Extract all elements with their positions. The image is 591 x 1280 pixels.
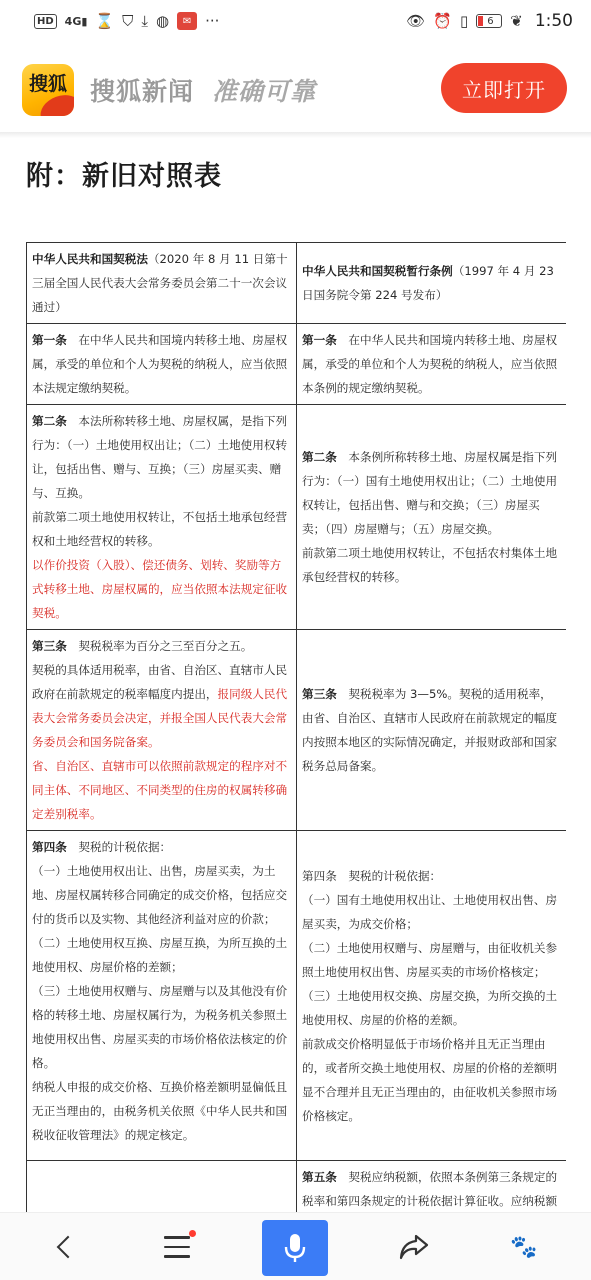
chevron-left-icon bbox=[57, 1236, 80, 1259]
table-cell bbox=[27, 324, 297, 405]
paragraph: 前款第二项土地使用权转让，不包括土地承包经营权和土地经营权的转移。 bbox=[32, 510, 288, 548]
table-cell bbox=[297, 1161, 567, 1213]
article-text: 契税的具体适用税率，由省、自治区、直辖市人民政府在前款规定的税率幅度内提出， bbox=[32, 663, 288, 701]
table-cell bbox=[27, 831, 297, 1161]
article-number: 第三条 bbox=[32, 639, 67, 653]
paw-button[interactable] bbox=[494, 1213, 554, 1280]
microphone-icon bbox=[284, 1233, 306, 1263]
brand-name: 搜狐新闻 bbox=[90, 77, 195, 106]
article-text: 在中华人民共和国境内转移土地、房屋权属，承受的单位和个人为契税的纳税人，应当依照本条例的规定缴纳契税。 bbox=[302, 333, 558, 395]
notification-app-icon: ✉ bbox=[177, 12, 197, 30]
article-number: 第四条 bbox=[32, 840, 67, 854]
table-row bbox=[27, 630, 567, 831]
table-cell bbox=[297, 831, 567, 1161]
shield-icon: ⛉ bbox=[122, 11, 134, 30]
hd-indicator: HD bbox=[34, 14, 57, 29]
notification-dot bbox=[189, 1230, 196, 1237]
download-icon: ⤓ bbox=[141, 11, 149, 30]
highlighted-text: 报同级人民代表大会常务委员会决定，并报全国人民代表大会常务委员会和国务院备案。 bbox=[32, 687, 288, 749]
paragraph: （三）土地使用权赠与、房屋赠与以及其他没有价格的转移土地、房屋权属行为，为税务机关参照土地使用权出售、房屋买卖的市场价格依法核定的价格。 bbox=[32, 984, 288, 1070]
law-title: 中华人民共和国契税法 bbox=[32, 252, 148, 266]
hourglass-icon: ⌛ bbox=[95, 11, 115, 30]
paragraph: （二）土地使用权赠与、房屋赠与，由征收机关参照土地使用权出售、房屋买卖的市场价格核定； bbox=[302, 940, 558, 979]
regulation-date: （1997 年 4 月 23 日国务院令第 224 号发布） bbox=[302, 264, 554, 302]
paragraph: 第四条 契税的计税依据： bbox=[302, 868, 442, 883]
article-text: 在中华人民共和国境内转移土地、房屋权属，承受的单位和个人为契税的纳税人，应当依照本法规定缴纳契税。 bbox=[32, 333, 288, 395]
brand-slogan: 准确可靠 bbox=[212, 77, 317, 106]
table-cell bbox=[297, 405, 567, 630]
paragraph bbox=[32, 658, 292, 754]
paragraph: （一）国有土地使用权出让、土地使用权出售、房屋买卖，为成交价格； bbox=[302, 892, 558, 931]
open-app-button[interactable]: 立即打开 bbox=[441, 63, 567, 113]
article-number: 第一条 bbox=[32, 333, 67, 347]
article-text: 本法所称转移土地、房屋权属，是指下列行为：（一）土地使用权出让；（二）土地使用权转让，包括出售、赠与、互换；（三）房屋买卖、赠与、互换。 bbox=[32, 414, 288, 500]
menu-icon bbox=[164, 1236, 190, 1258]
article-number: 第三条 bbox=[302, 687, 337, 701]
paragraph bbox=[32, 634, 292, 658]
article-number: 第二条 bbox=[32, 414, 67, 428]
article-text: 契税的计税依据： bbox=[66, 840, 172, 854]
law-date: （2020 年 8 月 11 日第十三届全国人民代表大会常务委员会第二十一次会议通过） bbox=[32, 252, 288, 314]
paragraph bbox=[32, 409, 292, 505]
article-number: 第一条 bbox=[302, 333, 337, 347]
table-cell bbox=[27, 405, 297, 630]
header-divider bbox=[0, 132, 591, 138]
share-icon bbox=[399, 1234, 429, 1260]
comparison-table bbox=[26, 242, 566, 1212]
table-header-row bbox=[27, 243, 567, 324]
clock: 1:50 bbox=[534, 11, 573, 31]
share-button[interactable] bbox=[384, 1213, 444, 1280]
app-banner bbox=[0, 52, 591, 128]
article-text: 契税应纳税额，依照本条例第三条规定的税率和第四条规定的计税依据计算征收。应纳税额 bbox=[302, 1170, 558, 1208]
battery-icon bbox=[476, 14, 502, 28]
table-row bbox=[27, 405, 567, 630]
table-cell bbox=[297, 630, 567, 831]
article-number: 第五条 bbox=[302, 1170, 337, 1184]
alarm-icon: ⏰ bbox=[433, 11, 452, 30]
bottom-navigation bbox=[0, 1212, 591, 1280]
paragraph bbox=[32, 835, 292, 859]
app-icon: ◍ bbox=[156, 11, 170, 30]
paragraph bbox=[302, 682, 562, 778]
comparison-table-container[interactable] bbox=[26, 242, 566, 1212]
paragraph: （二）土地使用权互换、房屋互换，为所互换的土地使用权、房屋价格的差额； bbox=[32, 936, 288, 974]
voice-button[interactable] bbox=[262, 1213, 328, 1280]
battery-percent: 6 bbox=[487, 15, 494, 27]
article-text: 契税税率为 3—5%。契税的适用税率，由省、自治区、直辖市人民政府在前款规定的幅度内按照本地区的实际情况确定，并报财政部和国家税务总局备案。 bbox=[302, 687, 558, 773]
page-title: 附：新旧对照表 bbox=[26, 161, 222, 192]
paragraph: 前款成交价格明显低于市场价格并且无正当理由的，或者所交换土地使用权、房屋的价格的差额明显不合理并且无正当理由的，由征收机关参照市场价格核定。 bbox=[302, 1036, 558, 1123]
sohu-logo-icon[interactable] bbox=[22, 64, 74, 116]
regulation-title: 中华人民共和国契税暂行条例 bbox=[302, 264, 453, 278]
paragraph: 纳税人申报的成交价格、互换价格差额明显偏低且无正当理由的，由税务机关依照《中华人民共和国税收征收管理法》的规定核定。 bbox=[32, 1080, 288, 1142]
table-cell bbox=[27, 243, 297, 324]
battery-level bbox=[478, 16, 483, 26]
vibrate-icon: ▯ bbox=[459, 11, 469, 30]
table-cell bbox=[27, 630, 297, 831]
status-bar bbox=[0, 0, 591, 42]
table-cell bbox=[297, 324, 567, 405]
highlighted-paragraph: 省、自治区、直辖市可以依照前款规定的程序对不同主体、不同地区、不同类型的住房的权属转移确定差别税率。 bbox=[32, 759, 288, 821]
logo-text: 搜狐 bbox=[28, 73, 67, 95]
paw-icon: 🐾 bbox=[510, 1234, 538, 1260]
back-button[interactable] bbox=[34, 1213, 94, 1280]
eye-icon: 👁 bbox=[406, 11, 426, 30]
article-text: 本条例所称转移土地、房屋权属是指下列行为：（一）国有土地使用权出让；（二）土地使用权转让，包括出售、赠与和交换；（三）房屋买卖；（四）房屋赠与；（五）房屋交换。 bbox=[302, 450, 558, 536]
table-row bbox=[27, 1161, 567, 1213]
signal-icon: 4G▮ bbox=[64, 14, 88, 28]
menu-button[interactable] bbox=[147, 1213, 207, 1280]
paragraph: （一）土地使用权出让、出售，房屋买卖，为土地、房屋权属转移合同确定的成交价格，包括应交付的货币以及实物、其他经济利益对应的价款； bbox=[32, 864, 288, 926]
leaf-icon: ❦ bbox=[510, 11, 523, 30]
paragraph: （三）土地使用权交换、房屋交换，为所交换的土地使用权、房屋的价格的差额。 bbox=[302, 988, 558, 1027]
article-number: 第二条 bbox=[302, 450, 337, 464]
table-row bbox=[27, 324, 567, 405]
paragraph: 前款第二项土地使用权转让，不包括农村集体土地承包经营权的转移。 bbox=[302, 546, 558, 584]
status-left bbox=[34, 12, 219, 30]
article-text: 契税税率为百分之三至百分之五。 bbox=[66, 639, 253, 653]
table-cell bbox=[27, 1161, 297, 1213]
paragraph bbox=[302, 445, 562, 541]
more-icon: ··· bbox=[205, 11, 220, 30]
status-right bbox=[406, 11, 573, 31]
voice-button-bg bbox=[262, 1220, 328, 1276]
paragraph bbox=[302, 1165, 562, 1212]
table-row bbox=[27, 831, 567, 1161]
table-cell bbox=[297, 243, 567, 324]
highlighted-paragraph: 以作价投资（入股）、偿还债务、划转、奖励等方式转移土地、房屋权属的，应当依照本法规定征收契税。 bbox=[32, 558, 288, 620]
